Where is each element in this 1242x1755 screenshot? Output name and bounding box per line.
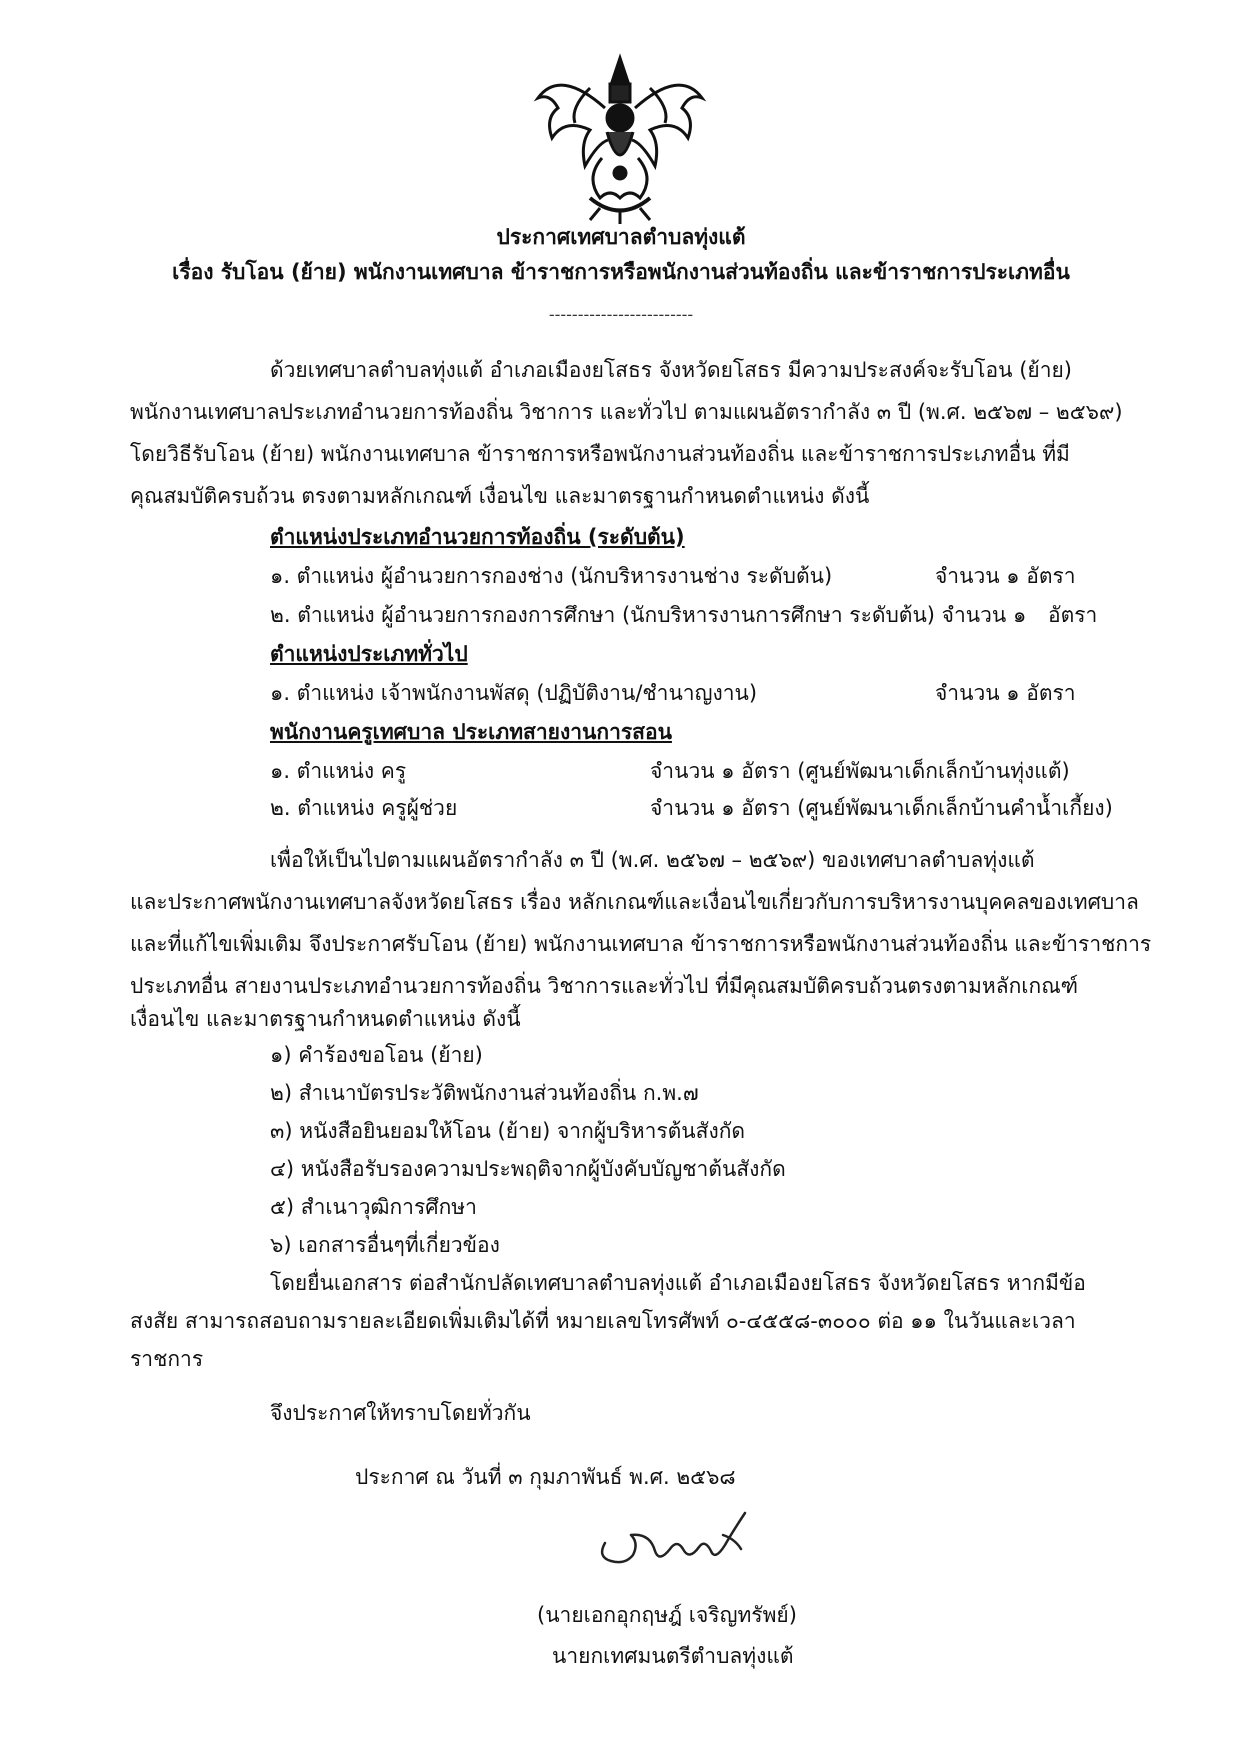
intro-line: คุณสมบัติครบถ้วน ตรงตามหลักเกณฑ์ เงื่อนไข และมาตรฐานกำหนดตำแหน่ง ดังนี้ xyxy=(130,484,870,508)
document-item: ๓) หนังสือยินยอมให้โอน (ย้าย) จากผู้บริหารต้นสังกัด xyxy=(270,1119,746,1143)
position-count: จำนวน ๑ อัตรา (ศูนย์พัฒนาเด็กเล็กบ้านทุ่งแต้) xyxy=(650,759,1070,783)
position-count: จำนวน ๑ อัตรา xyxy=(935,564,1076,588)
submission-line: โดยยื่นเอกสาร ต่อสำนักปลัดเทศบาลตำบลทุ่งแต้ อำเภอเมืองยโสธร จังหวัดยโสธร หากมีข้อ xyxy=(270,1271,1086,1295)
section-heading-executive: ตำแหน่งประเภทอำนวยการท้องถิ่น (ระดับต้น) xyxy=(270,525,685,549)
purpose-line: และที่แก้ไขเพิ่มเติม จึงประกาศรับโอน (ย้าย) พนักงานเทศบาล ข้าราชการหรือพนักงานส่วนท้องถิ่น และข้าราชการ xyxy=(130,932,1152,956)
document-item: ๕) สำเนาวุฒิการศึกษา xyxy=(270,1195,477,1219)
purpose-line: เงื่อนไข และมาตรฐานกำหนดตำแหน่ง ดังนี้ xyxy=(130,1007,521,1031)
position-item: ๑. ตำแหน่ง ครู xyxy=(270,759,407,783)
intro-line: ด้วยเทศบาลตำบลทุ่งแต้ อำเภอเมืองยโสธร จังหวัดยโสธร มีความประสงค์จะรับโอน (ย้าย) xyxy=(270,358,1072,382)
position-item: ๑. ตำแหน่ง ผู้อำนวยการกองช่าง (นักบริหารงานช่าง ระดับต้น) xyxy=(270,564,833,588)
announcement-subject: เรื่อง รับโอน (ย้าย) พนักงานเทศบาล ข้าราชการหรือพนักงานส่วนท้องถิ่น และข้าราชการประเภทอื่น xyxy=(172,260,1070,284)
section-heading-teachers: พนักงานครูเทศบาล ประเภทสายงานการสอน xyxy=(270,720,672,744)
submission-line: ราชการ xyxy=(130,1347,204,1371)
position-item: ๒. ตำแหน่ง ครูผู้ช่วย xyxy=(270,796,458,820)
intro-line: โดยวิธีรับโอน (ย้าย) พนักงานเทศบาล ข้าราชการหรือพนักงานส่วนท้องถิ่น และข้าราชการประเภทอื่น ที่มี xyxy=(130,442,1070,466)
purpose-line: ประเภทอื่น สายงานประเภทอำนวยการท้องถิ่น วิชาการและทั่วไป ที่มีคุณสมบัติครบถ้วนตรงตามหลักเกณฑ์ xyxy=(130,974,1079,998)
position-item: ๑. ตำแหน่ง เจ้าพนักงานพัสดุ (ปฏิบัติงาน/ชำนาญงาน) xyxy=(270,681,758,705)
section-heading-general: ตำแหน่งประเภททั่วไป xyxy=(270,642,468,666)
signature-icon xyxy=(595,1505,760,1575)
document-item: ๖) เอกสารอื่นๆที่เกี่ยวข้อง xyxy=(270,1233,500,1257)
position-count: อัตรา xyxy=(1048,603,1098,627)
position-count: จำนวน ๑ อัตรา xyxy=(935,681,1076,705)
announcement-date: ประกาศ ณ วันที่ ๓ กุมภาพันธ์ พ.ศ. ๒๕๖๘ xyxy=(355,1465,736,1489)
position-count: จำนวน ๑ อัตรา (ศูนย์พัฒนาเด็กเล็กบ้านคำน้ำเกี้ยง) xyxy=(650,796,1113,820)
intro-line: พนักงานเทศบาลประเภทอำนวยการท้องถิ่น วิชาการ และทั่วไป ตามแผนอัตรากำลัง ๓ ปี (พ.ศ. ๒๕๖๗ – ๒๕๖๙) xyxy=(130,400,1123,424)
header-divider: ------------------------- xyxy=(548,305,694,324)
purpose-line: และประกาศพนักงานเทศบาลจังหวัดยโสธร เรื่อง หลักเกณฑ์และเงื่อนไขเกี่ยวกับการบริหารงานบุคคลของเทศบาล xyxy=(130,890,1139,914)
signer-title: นายกเทศมนตรีตำบลทุ่งแต้ xyxy=(552,1644,794,1668)
document-item: ๑) คำร้องขอโอน (ย้าย) xyxy=(270,1043,483,1067)
signer-name: (นายเอกอุกฤษฎ์ เจริญทรัพย์) xyxy=(537,1603,797,1627)
document-item: ๔) หนังสือรับรองความประพฤติจากผู้บังคับบัญชาต้นสังกัด xyxy=(270,1157,786,1181)
announcement-title: ประกาศเทศบาลตำบลทุ่งแต้ xyxy=(496,225,746,249)
submission-line: สงสัย สามารถสอบถามรายละเอียดเพิ่มเติมได้ที่ หมายเลขโทรศัพท์ ๐-๔๕๕๘-๓๐๐๐ ต่อ ๑๑ ในวันและเวลา xyxy=(130,1309,1076,1333)
document-item: ๒) สำเนาบัตรประวัติพนักงานส่วนท้องถิ่น ก.พ.๗ xyxy=(270,1081,699,1105)
position-item: ๒. ตำแหน่ง ผู้อำนวยการกองการศึกษา (นักบริหารงานการศึกษา ระดับต้น) จำนวน ๑ xyxy=(270,603,1027,627)
closing-announce: จึงประกาศให้ทราบโดยทั่วกัน xyxy=(270,1401,531,1425)
garuda-emblem-icon xyxy=(530,48,710,228)
purpose-line: เพื่อให้เป็นไปตามแผนอัตรากำลัง ๓ ปี (พ.ศ. ๒๕๖๗ – ๒๕๖๙) ของเทศบาลตำบลทุ่งแต้ xyxy=(270,848,1035,872)
